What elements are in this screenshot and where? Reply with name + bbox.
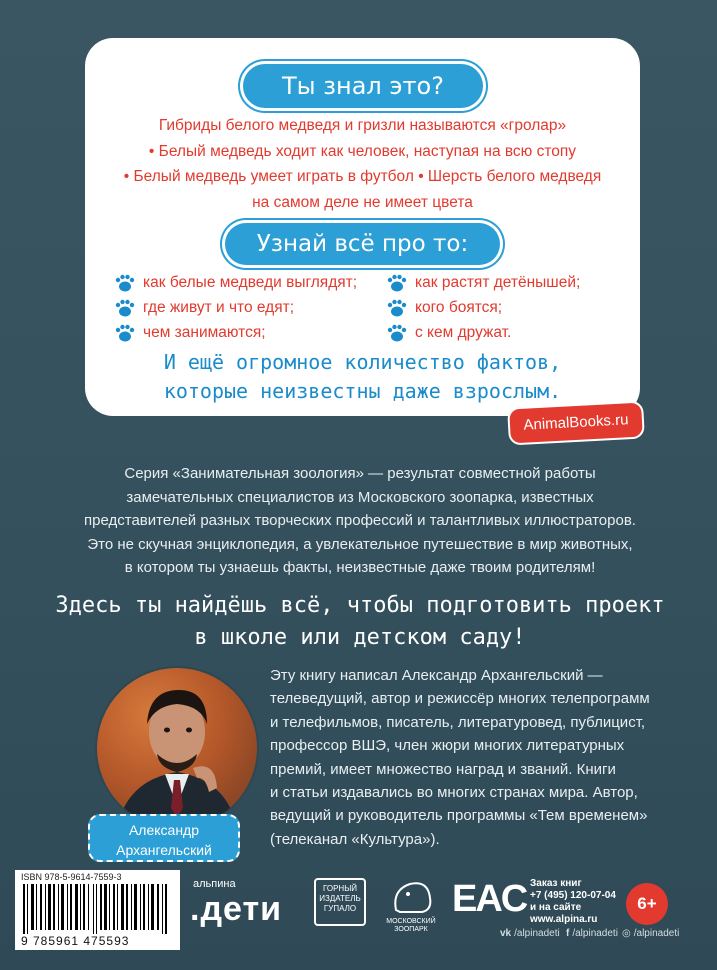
age-rating-badge: 6+ (626, 883, 668, 925)
series-line: Серия «Занимательная зоология» — результат совместной работы (124, 465, 596, 482)
bio-line: ведущий и руководитель программы «Тем временем» (270, 807, 648, 825)
topic-label: чем занимаются; (143, 324, 266, 341)
author-last-name: Архангельский (116, 842, 212, 858)
series-line: в котором ты узнаешь факты, неизвестные даже твоим родителям! (124, 559, 596, 576)
zoo-logo-icon (386, 876, 436, 916)
topic-label: где живут и что едят; (143, 299, 295, 316)
fact-line: Гибриды белого медведя и гризли называются «гролар» (158, 117, 567, 134)
question-title: Ты знал это? (243, 64, 483, 108)
gorky-publisher-logo (314, 878, 366, 926)
order-phone[interactable]: +7 (495) 120-07-04 (530, 890, 616, 901)
vk-handle: /alpinadeti (514, 928, 560, 939)
bio-line: и статьи издавались во многих странах мира. Автор, (270, 784, 638, 802)
vk-icon: vk (500, 928, 512, 939)
bio-line: телеведущий, автор и режиссёр многих телепрограмм (270, 690, 650, 708)
author-name-badge (88, 814, 240, 862)
facebook-icon: f (566, 928, 570, 939)
series-line: Это не скучная энциклопедия, а увлекательное путешествие в мир животных, (87, 535, 633, 553)
note-line: которые неизвестны даже взрослым. (163, 379, 562, 403)
project-callout (40, 590, 680, 654)
bio-line: премий, имеет множество наград и званий. Книги (270, 760, 616, 778)
bio-line: профессор ВШЭ, член жюри многих литературных (270, 737, 625, 755)
order-contacts (530, 878, 640, 926)
facebook-link[interactable] (566, 928, 618, 939)
topic-label: как белые медведи выглядят; (143, 274, 358, 291)
alpina-small-logo: альпина (193, 878, 236, 890)
paw-icon (387, 299, 407, 317)
paw-icon (115, 324, 135, 342)
fact-line: • Белый медведь умеет играть в футбол • Шерсть белого медведя (123, 168, 602, 185)
order-line: Заказ книг (530, 878, 582, 889)
learn-title: Узнай всё про то: (225, 223, 500, 265)
callout-line: Здесь ты найдёшь всё, чтобы подготовить проект (55, 593, 665, 618)
facts-text (105, 113, 620, 215)
isbn-text: ISBN 978-5-9614-7559-3 (21, 872, 122, 882)
series-description (60, 462, 660, 580)
facebook-handle: /alpinadeti (572, 928, 618, 939)
series-line: представителей разных творческих профессий и талантливых иллюстраторов. (84, 512, 636, 529)
author-portrait-icon (97, 668, 257, 828)
bio-line: Эту книгу написал Александр Архангельский — (270, 667, 603, 684)
alpina-deti-logo: .дети (190, 890, 283, 928)
instagram-icon: ◎ (622, 928, 631, 939)
order-line: и на сайте (530, 902, 582, 913)
paw-icon (115, 274, 135, 292)
topic-item (387, 299, 502, 317)
topic-label: как растят детёнышей; (415, 274, 581, 291)
paw-icon (387, 324, 407, 342)
zoo-name: МОСКОВСКИЙ ЗООПАРК (386, 918, 436, 933)
facts-card (85, 38, 640, 416)
callout-line: в школе или детском саду! (194, 625, 526, 650)
bio-line: и телефильмов, писатель, литературовед, публицист, (270, 713, 646, 731)
topic-item (115, 274, 357, 292)
fact-line: • Белый медведь ходит как человек, наступая на всю стопу (148, 142, 577, 160)
website-tag[interactable]: AnimalBooks.ru (509, 403, 643, 444)
bio-line: (телеканал «Культура»). (270, 830, 440, 848)
isbn-barcode (15, 870, 180, 950)
paw-icon (387, 274, 407, 292)
note-line: И ещё огромное количество фактов, (163, 350, 562, 374)
author-first-name: Александр (128, 822, 200, 838)
order-site[interactable]: www.alpina.ru (530, 914, 598, 925)
paw-icon (115, 299, 135, 317)
topic-item (387, 324, 511, 342)
vk-link[interactable] (500, 928, 560, 939)
author-photo (95, 666, 259, 830)
instagram-handle: /alpinadeti (633, 928, 680, 939)
instagram-link[interactable] (622, 928, 679, 939)
barcode-number: 9 785961 475593 (21, 934, 130, 948)
gorky-publisher-text: ГОРНЫЙ ИЗДАТЕЛЬ ГУПАЛО (319, 884, 361, 913)
topic-item (115, 324, 266, 342)
series-line: замечательных специалистов из Московского зоопарка, известных (126, 488, 594, 506)
eac-mark: EAC (452, 878, 527, 920)
topic-label: с кем дружат. (415, 324, 512, 341)
fact-line: на самом деле не имеет цвета (252, 193, 473, 211)
barcode-icon (21, 884, 173, 934)
author-bio (270, 664, 700, 851)
topic-item (115, 299, 294, 317)
highlight-note (105, 348, 620, 406)
topic-label: кого боятся; (415, 299, 503, 316)
topic-item (387, 274, 580, 292)
